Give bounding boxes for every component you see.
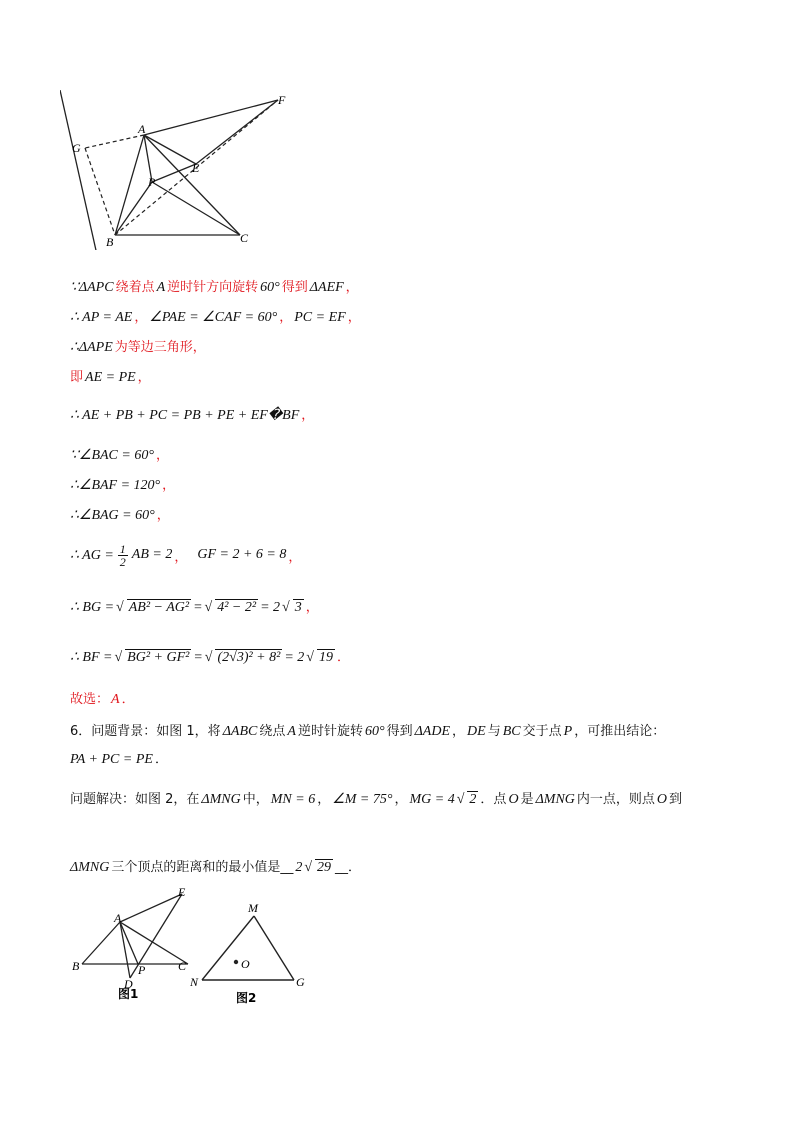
figure-1-diagram [70,884,200,1004]
problem6-line-3: 问题解决：如图 2，在 ΔMNG 中， MN = 6 ， ∠M = 75° ， MG = 4 √ 2 ．点 O 是 ΔMNG 内一点，则点 O 到 [70,792,683,807]
solution-line-5: ∴ AE + PB + PC = PB + PE + EF�BF ， [70,408,315,423]
solution-line-4: 即 AE = PE ， [70,370,151,385]
solution-line-8: ∴∠BAG = 60° ， [70,508,170,523]
figure-1-caption: 图1 [118,987,139,1001]
figure-2-caption: 图2 [236,991,257,1005]
label-A: A [138,122,146,136]
problem6-line-2: PA + PC = PE ． [70,752,168,767]
solution-line-3: ∴ΔAPE 为等边三角形， [70,340,206,355]
solution-line-9: ∴ AG = $\frac{1}{2}$ AB = 2 ， GF = 2 + 6 = 8 ， [70,541,302,569]
problem6-line-1: 6．问题背景：如图 1，将 ΔABC 绕点 A 逆时针旋转 60° 得到 ΔADE ， DE 与 BC 交于点 P ，可推出结论： [70,724,666,739]
solution-line-12: 故选： A ． [70,692,135,707]
label-P: P [148,175,156,189]
solution-line-7: ∴∠BAF = 120° ， [70,478,176,493]
solution-line-2: ∴ AP = AE ， ∠PAE = ∠CAF = 60° ， PC = EF ， [70,310,361,325]
fig1-label-B: B [72,959,80,973]
fig1-label-P: P [138,963,146,977]
solution-line-1: ∵ΔAPC 绕着点 A 逆时针方向旋转 60° 得到 ΔAEF ， [70,280,359,295]
fig1-label-C: C [178,959,187,973]
fig2-label-O: O [241,957,250,971]
label-E: E [192,161,200,175]
label-C: C [240,231,249,245]
label-B: B [106,235,114,249]
fraction-one-half: $\frac{1}{2}$ [119,541,126,569]
fig1-label-A: A [114,911,122,925]
solution-line-11: ∴ BF = √ BG² + GF² = √ (2√3)² + 8² = 2 √ 19 ． [70,650,350,665]
fig2-label-N: N [190,975,199,989]
fig1-label-D: D [124,977,133,991]
label-F: F [278,93,286,107]
geometry-figure-top [60,90,300,250]
fig2-label-M: M [248,901,258,915]
solution-line-10: ∴ BG = √ AB² − AG² = √ 4² − 2² = 2 √ 3 ， [70,600,319,615]
figure-2-diagram [190,900,320,1006]
point-O [234,960,238,964]
fig1-label-E: E [178,885,186,899]
label-G: G [72,141,81,155]
solution-line-6: ∵∠BAC = 60° ， [70,448,169,463]
problem6-line-4: ΔMNG 三个顶点的距离和的最小值是__ 2 √ 29 __． [70,860,362,875]
fig2-label-G: G [296,975,305,989]
